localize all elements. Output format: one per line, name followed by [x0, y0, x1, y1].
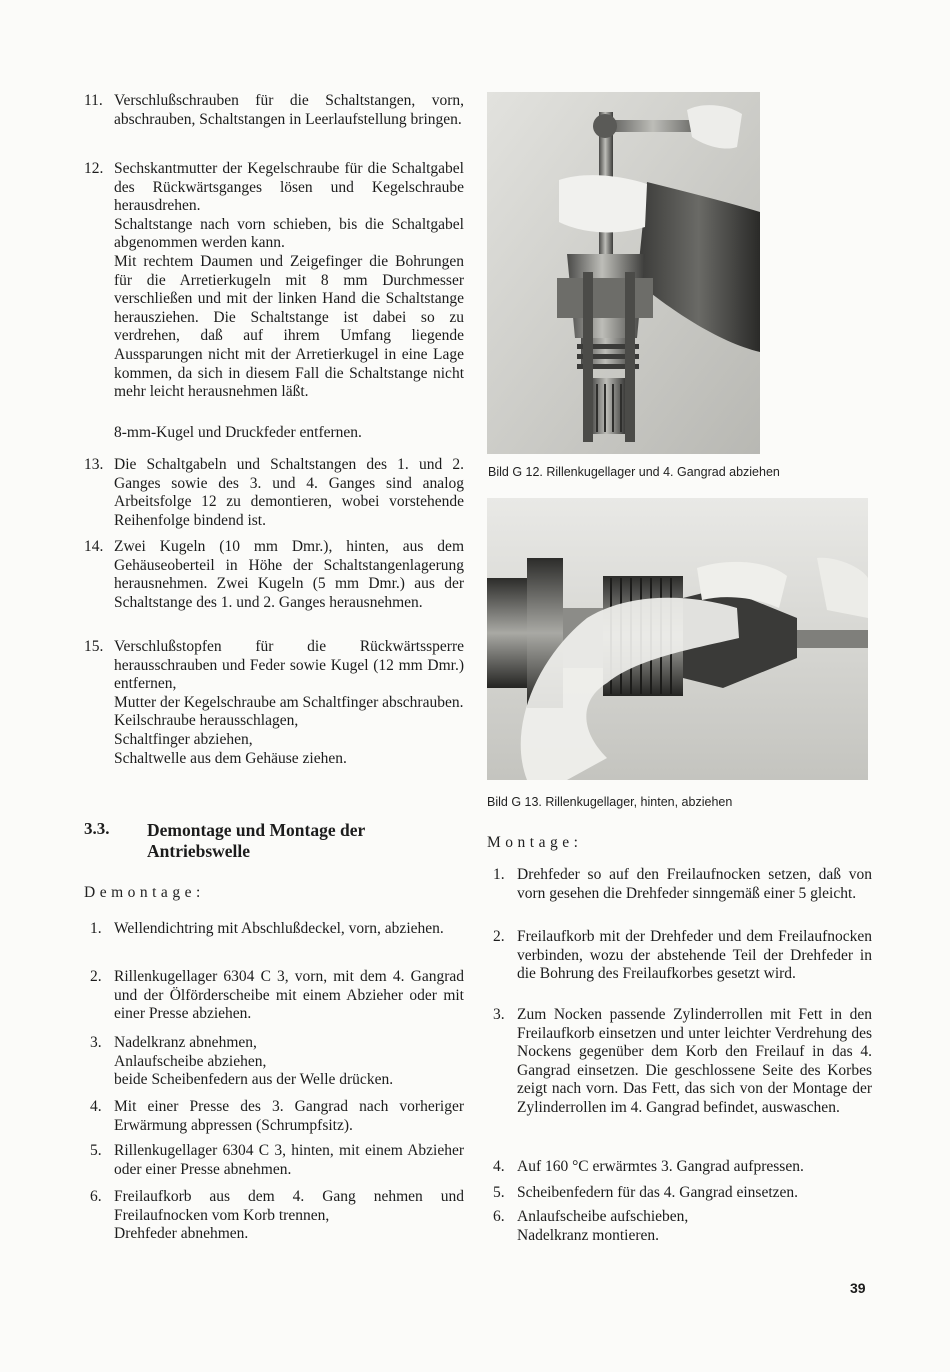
demontage-label: Demontage:	[84, 884, 205, 901]
montage-item-2	[487, 928, 872, 984]
list-item-text: Anlaufscheibe aufschieben,	[517, 1208, 689, 1225]
list-item-number: 2.	[493, 928, 505, 945]
montage-item-5	[487, 1184, 872, 1203]
section-title: Demontage und Montage der Antriebswelle	[147, 820, 365, 861]
figure-g13-photo	[487, 498, 868, 780]
list-item-number: 1.	[90, 920, 102, 937]
list-item-text: Nadelkranz montieren.	[517, 1226, 660, 1244]
list-item-text: Schaltstange nach vorn schieben, bis die Schaltgabel abgenommen werden kann.	[114, 215, 464, 252]
list-item-text: beide Scheibenfedern aus der Welle drücken.	[114, 1071, 394, 1089]
list-item-number: 3.	[90, 1034, 102, 1051]
list-item-text: Nadelkranz abnehmen,	[114, 1034, 257, 1051]
list-item-number: 4.	[493, 1158, 505, 1175]
figure-g12-caption: Bild G 12. Rillenkugellager und 4. Gangrad abziehen	[488, 465, 780, 479]
list-item-text: Zum Nocken passende Zylinderrollen mit Fett in den Freilaufkorb einsetzen und unter leichter Verdrehung des Nockens gegenüber dem Korb den Freilauf in das 4. Gangrad einsetzen. Die geschlossene Seite des Korbes zeigt nach vorn. Das Fett, das sich von der Montage der Zylinderrollen im 4. Gangrad befindet, auswaschen.	[517, 1006, 872, 1116]
montage-item-1	[487, 866, 872, 903]
list-item-text: Drehfeder abnehmen.	[114, 1225, 249, 1243]
list-item-text: Anlaufscheibe abziehen,	[114, 1052, 267, 1070]
demontage-item-1	[84, 920, 464, 939]
list-item-number: 6.	[493, 1208, 505, 1225]
demontage-item-4	[84, 1098, 464, 1135]
montage-item-3	[487, 1006, 872, 1118]
list-item-15	[84, 638, 464, 768]
list-item-number: 11.	[84, 92, 103, 109]
list-item-13	[84, 456, 464, 530]
list-item-text: Die Schaltgabeln und Schaltstangen des 1. und 2. Ganges sowie des 3. und 4. Ganges sind analog Arbeitsfolge 12 zu demontieren, wobei vorstehende Reihenfolge bindend ist.	[114, 456, 464, 529]
list-item-number: 14.	[84, 538, 104, 555]
montage-label: Montage:	[487, 834, 583, 851]
list-item-12-extra: 8-mm-Kugel und Druckfeder entfernen.	[114, 424, 362, 441]
list-item-text: Rillenkugellager 6304 C 3, hinten, mit einem Abzieher oder einer Presse abnehmen.	[114, 1142, 464, 1178]
puller-press-illustration	[487, 92, 760, 454]
list-item-number: 13.	[84, 456, 104, 473]
list-item-number: 12.	[84, 160, 104, 177]
section-number: 3.3.	[84, 819, 110, 838]
list-item-text: Rillenkugellager 6304 C 3, vorn, mit dem 4. Gangrad und der Ölförderscheibe mit einem Abzieher oder mit einer Presse abziehen.	[114, 968, 464, 1023]
demontage-item-6	[84, 1188, 464, 1244]
page-number: 39	[850, 1280, 866, 1296]
list-item-number: 6.	[90, 1188, 102, 1205]
shaft-bearing-illustration	[487, 498, 868, 780]
list-item-text: Auf 160 °C erwärmtes 3. Gangrad aufpressen.	[517, 1158, 804, 1175]
list-item-text: Sechskantmutter der Kegelschraube für die Schaltgabel des Rückwärtsganges lösen und Kegelschraube herausdrehen.	[114, 160, 464, 215]
list-item-text: Mit rechtem Daumen und Zeigefinger die Bohrungen für die Arretierkugeln mit 8 mm Durchmesser verschließen und mit der linken Hand die Schaltstange herausziehen. Die Schaltstange ist dabei so zu verdrehen, daß auf ihrem Umfang liegende Aussparungen nicht mit der Arretierkugel in eine Lage kommen, da sich in diesem Fall die Schaltstange nicht mehr leicht herausnehmen läßt.	[114, 252, 464, 401]
figure-g13-caption: Bild G 13. Rillenkugellager, hinten, abziehen	[487, 795, 733, 809]
list-item-number: 3.	[493, 1006, 505, 1023]
list-item-text: Scheibenfedern für das 4. Gangrad einsetzen.	[517, 1184, 799, 1201]
montage-item-6	[487, 1208, 872, 1245]
list-item-text: Freilaufkorb aus dem 4. Gang nehmen und Freilaufnocken vom Korb trennen,	[114, 1188, 464, 1224]
list-item-text: Mutter der Kegelschraube am Schaltfinger abschrauben.	[114, 693, 464, 711]
demontage-item-5	[84, 1142, 464, 1179]
montage-item-4	[487, 1158, 872, 1177]
list-item-number: 5.	[493, 1184, 505, 1201]
figure-g12-photo	[487, 92, 760, 454]
demontage-item-2	[84, 968, 464, 1024]
list-item-text: Wellendichtring mit Abschlußdeckel, vorn, abziehen.	[114, 920, 444, 937]
list-item-text: Mit einer Presse des 3. Gangrad nach vorheriger Erwärmung abpressen (Schrumpfsitz).	[114, 1098, 464, 1134]
list-item-14	[84, 538, 464, 612]
list-item-number: 2.	[90, 968, 102, 985]
list-item-text: Zwei Kugeln (10 mm Dmr.), hinten, aus dem Gehäuseoberteil in Höhe der Schaltstangenlagerung herausnehmen. Zwei Kugeln (5 mm Dmr.) aus der Schaltstange des 1. und 2. Ganges herausnehmen.	[114, 538, 464, 611]
list-item-number: 15.	[84, 638, 104, 655]
list-item-number: 4.	[90, 1098, 102, 1115]
list-item-12	[84, 160, 464, 402]
list-item-11	[84, 92, 464, 129]
list-item-number: 5.	[90, 1142, 102, 1159]
list-item-text: Verschlußschrauben für die Schaltstangen, vorn, abschrauben, Schaltstangen in Leerlaufstellung bringen.	[114, 92, 464, 128]
list-item-text: Schaltfinger abziehen,	[114, 730, 253, 748]
list-item-text: Keilschraube herausschlagen,	[114, 712, 299, 730]
demontage-item-3	[84, 1034, 464, 1090]
list-item-text: Verschlußstopfen für die Rückwärtssperre herausschrauben und Feder sowie Kugel (12 mm Dmr.) entfernen,	[114, 638, 464, 693]
list-item-text: Drehfeder so auf den Freilaufnocken setzen, daß von vorn gesehen die Drehfeder sinngemäß einer 5 gleicht.	[517, 866, 872, 902]
list-item-text: Schaltwelle aus dem Gehäuse ziehen.	[114, 749, 347, 767]
list-item-text: Freilaufkorb mit der Drehfeder und dem Freilaufnocken verbinden, wozu der abstehende Teil der Drehfeder in die Bohrung des Freilaufkorbes gesetzt wird.	[517, 928, 872, 983]
list-item-number: 1.	[493, 866, 505, 883]
